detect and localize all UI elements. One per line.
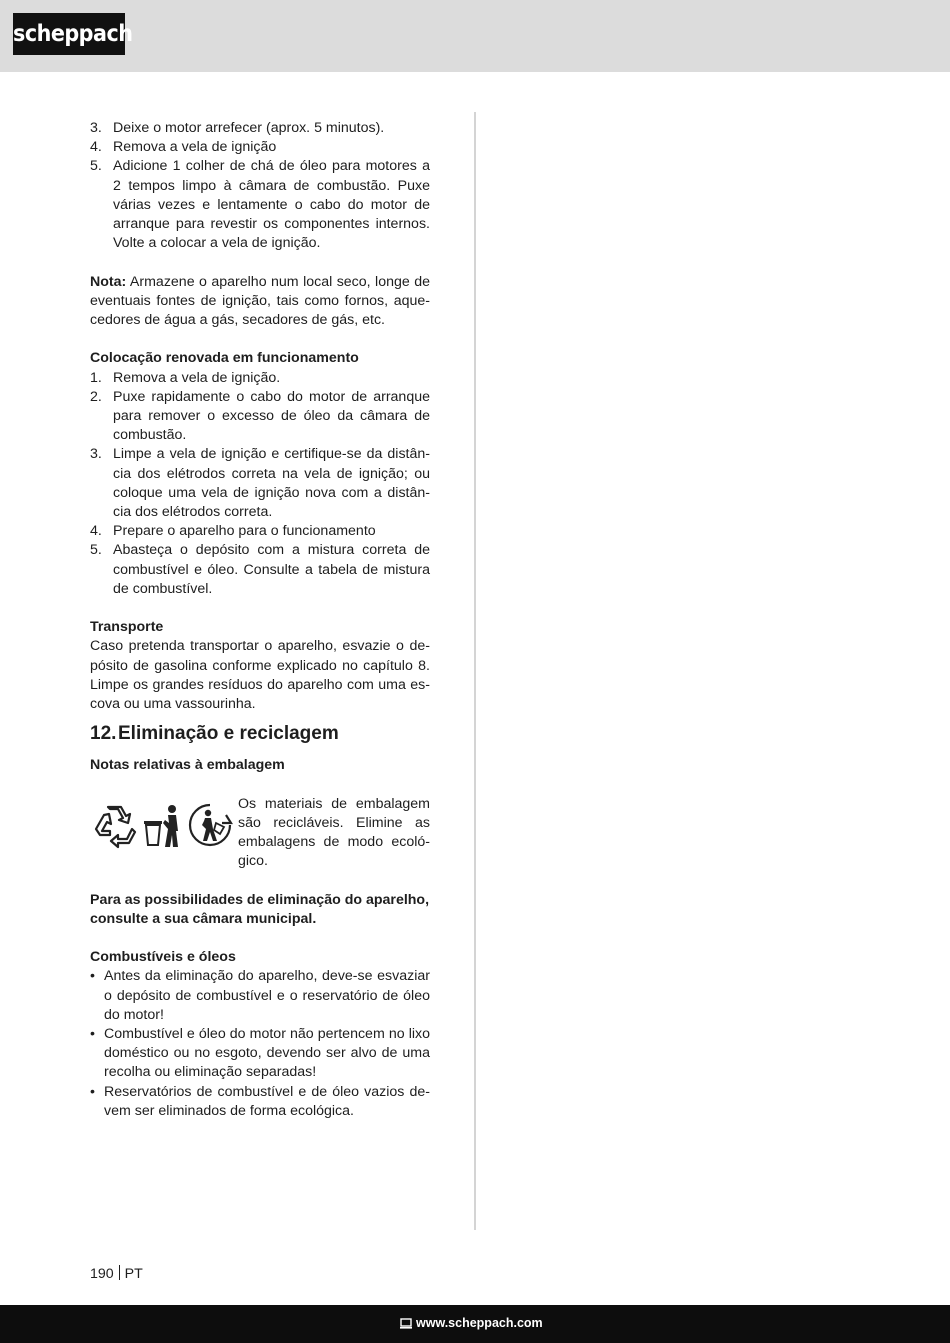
list-item: • Combustível e óleo do motor não pertencem no lixo doméstico ou no esgoto, devendo ser alvo de uma recolha ou eliminação separadas! [90,1026,430,1081]
list-item: • Antes da eliminação do aparelho, deve-se esvaziar o depósito de combustível e o reservatório de óleo do motor! [90,968,430,1023]
fuels-heading: Combustíveis e óleos [90,949,236,966]
note-label: Nota: [90,273,127,290]
tidyman-recycle-icon [186,801,234,849]
list-item: • Reservatórios de combustível e de óleo vazios devem ser eliminados de forma ecológica. [90,1083,430,1119]
page-footer [0,1305,950,1343]
list-item: 5. Adicione 1 colher de chá de óleo para motores a 2 tempos limpo à câmara de combustão. Puxe várias vezes e lentamente o cabo do motor de arranque para revestir os componentes internos. Volte a colocar a vela de ignição. [90,158,430,252]
restart-heading: Colocação renovada em funcionamento [90,350,359,367]
trash-bin-person-icon [142,801,182,849]
transport-text: Caso pretenda transportar o aparelho, esvazie o depósito de gasolina conforme explicado no capítulo 8. Limpe os grandes resíduos do aparelho com uma escova ou uma vassourinha. [90,638,430,713]
left-column [90,119,430,1121]
page-number: 190 PT [90,1266,143,1282]
transport-heading: Transporte [90,619,164,636]
packaging-text: Os materiais de embalagem são recicláveis. Elimine as embalagens de modo ecológico. [238,795,430,870]
website-link[interactable]: www.scheppach.com [400,1316,543,1330]
section-heading: 12.Eliminação e reciclagem [90,723,339,745]
scheppach-logo: scheppach [13,13,125,55]
list-item: 2. Puxe rapidamente o cabo do motor de arranque para remover o excesso de óleo da câmara de combustão. [90,388,430,444]
fuels-list [90,967,430,1121]
storage-note: Nota: Armazene o aparelho num local seco, longe de eventuais fontes de ignição, tais como fornos, aquecedores de água a gás, secadores de gás, etc. [90,273,430,329]
recycling-symbols [90,795,238,855]
list-item: 4. Prepare o aparelho para o funcionamento [90,523,376,540]
packaging-block [90,795,430,872]
monitor-icon [400,1318,412,1329]
recycle-icon [90,801,138,849]
disposal-note: Para as possibilidades de eliminação do aparelho, consulte a sua câmara municipal. [90,891,430,927]
storage-steps-list [90,119,430,253]
list-item: 1. Remova a vela de ignição. [90,369,281,386]
restart-steps-list [90,369,430,599]
list-item: 3. Deixe o motor arrefecer (aprox. 5 minutos). [90,120,385,136]
list-item: 4. Remova a vela de ignição [90,139,277,156]
column-divider [474,112,476,1230]
packaging-heading: Notas relativas à embalagem [90,757,285,774]
page-header [0,0,950,72]
list-item: 5. Abasteça o depósito com a mistura correta de combustível e óleo. Consulte a tabela de mistura de combustível. [90,542,430,597]
list-item: 3. Limpe a vela de ignição e certifique-se da distância dos elétrodos correta na vela de ignição; ou coloque uma vela de ignição nova com a distância dos elétrodos correta. [90,446,430,521]
